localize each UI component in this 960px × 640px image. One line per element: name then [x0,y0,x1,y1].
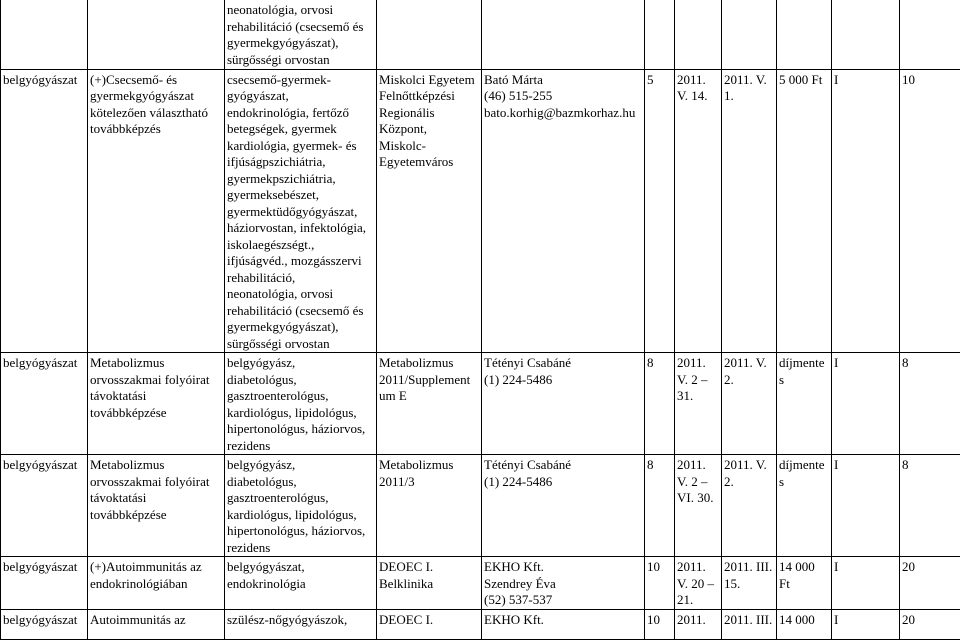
row-empty-cell [1,0,88,69]
contact-cell: Bató Márta (46) 515-255 bato.korhig@bazmkorhaz.hu [482,69,645,353]
venue-cell: DEOEC I. [377,609,482,639]
row-empty-cell [722,0,777,69]
row-empty-cell [832,0,900,69]
dates-cell: 2011. V. 2 – 31. [675,353,722,455]
fee-cell: 14 000 Ft [777,557,832,610]
table-row [1,353,960,455]
contact-cell: Tétényi Csabáné (1) 224-5486 [482,455,645,557]
title-cell: Metabolizmus orvosszakmai folyóirat távoktatási továbbképzése [88,353,225,455]
deadline-cell: 2011. V. 2. [722,353,777,455]
fee-cell: 5 000 Ft [777,69,832,353]
audience-cell: belgyógyász, diabetológus, gasztroenterológus, kardiológus, lipidológus, hipertonológus, háziorvos, rezidens [225,455,377,557]
table-row [1,557,960,610]
title-cell: (+)Autoimmunitás az endokrinológiában [88,557,225,610]
contact-cell: Tétényi Csabáné (1) 224-5486 [482,353,645,455]
audience-cell: belgyógyászat, endokrinológia [225,557,377,610]
dates-cell: 2011. [675,609,722,639]
row-empty-cell [900,0,960,69]
points-cell: 8 [900,353,960,455]
specialty-cell: belgyógyászat [1,353,88,455]
contact-cell: EKHO Kft. [482,609,645,639]
type-cell: I [832,455,900,557]
audience-cell-continued: neonatológia, orvosi rehabilitáció (csecsemő és gyermekgyógyászat), sürgősségi orvostan [225,0,377,69]
fee-cell: díjmente s [777,353,832,455]
dates-cell: 2011. V. 20 – 21. [675,557,722,610]
row-empty-cell [88,0,225,69]
title-cell: Metabolizmus orvosszakmai folyóirat távoktatási továbbképzése [88,455,225,557]
title-cell: Autoimmunitás az [88,609,225,639]
venue-cell: DEOEC I. Belklinika [377,557,482,610]
dates-cell: 2011. V. 2 – VI. 30. [675,455,722,557]
type-cell: I [832,353,900,455]
days-cell: 10 [645,609,675,639]
row-empty-cell [645,0,675,69]
deadline-cell: 2011. III. 15. [722,557,777,610]
days-cell: 5 [645,69,675,353]
table-row [1,455,960,557]
dates-cell: 2011. V. 14. [675,69,722,353]
type-cell: I [832,69,900,353]
audience-cell: csecsemő-gyermek- gyógyászat, endokrinológia, fertőző betegségek, gyermek kardiológia, gyermek- és ifjúságpszichiátria, gyermekpszichiátria, gyermeksebészet, gyermektüdőgyógyászat, háziorvostan, infektológia, iskolaegészségt., ifjúságvéd., mozgásszervi rehabilitáció, neonatológia, orvosi rehabilitáció (csecsemő és gyermekgyógyászat), sürgősségi orvostan [225,69,377,353]
audience-cell: belgyógyász, diabetológus, gasztroenterológus, kardiológus, lipidológus, hipertonológus, háziorvos, rezidens [225,353,377,455]
venue-cell: Miskolci Egyetem Felnőttképzési Regionális Központ, Miskolc- Egyetemváros [377,69,482,353]
audience-cell: szülész-nőgyógyászok, [225,609,377,639]
table-row [1,0,960,69]
table-row [1,69,960,353]
deadline-cell: 2011. III. [722,609,777,639]
type-cell: I [832,609,900,639]
specialty-cell: belgyógyászat [1,557,88,610]
points-cell: 10 [900,69,960,353]
row-empty-cell [482,0,645,69]
title-cell: (+)Csecsemő- és gyermekgyógyászat kötelezően választható továbbképzés [88,69,225,353]
row-empty-cell [777,0,832,69]
venue-cell: Metabolizmus 2011/3 [377,455,482,557]
specialty-cell: belgyógyászat [1,609,88,639]
row-empty-cell [675,0,722,69]
points-cell: 8 [900,455,960,557]
deadline-cell: 2011. V. 2. [722,455,777,557]
contact-cell: EKHO Kft. Szendrey Éva (52) 537-537 [482,557,645,610]
days-cell: 8 [645,455,675,557]
days-cell: 10 [645,557,675,610]
points-cell: 20 [900,557,960,610]
deadline-cell: 2011. V. 1. [722,69,777,353]
specialty-cell: belgyógyászat [1,69,88,353]
points-cell: 20 [900,609,960,639]
type-cell: I [832,557,900,610]
fee-cell: 14 000 [777,609,832,639]
days-cell: 8 [645,353,675,455]
fee-cell: díjmente s [777,455,832,557]
row-empty-cell [377,0,482,69]
specialty-cell: belgyógyászat [1,455,88,557]
venue-cell: Metabolizmus 2011/Supplement um E [377,353,482,455]
